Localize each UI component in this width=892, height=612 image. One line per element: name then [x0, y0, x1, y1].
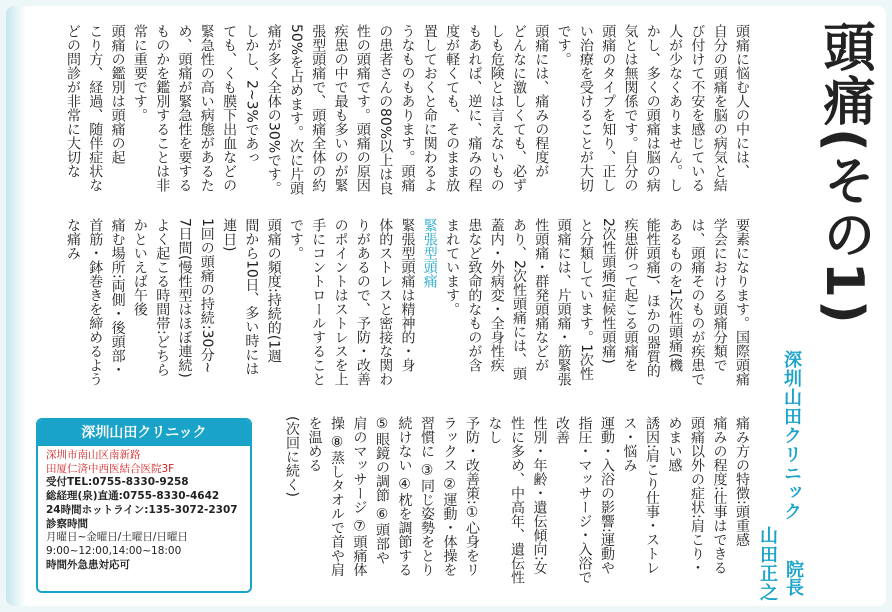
text-column: 自分の頭痛を脳の病気と結 [711, 24, 728, 192]
text-column: しかし、2~3%であっ [243, 24, 260, 165]
text-column: 頭痛の鑑別は頭痛の起 [109, 24, 126, 164]
text-column: 頭痛の頻度:持続的(1週 [265, 218, 282, 364]
text-column: め、頭痛が緊急性を要する [176, 24, 193, 192]
text-column: 学会における頭痛分類で [711, 218, 728, 372]
text-column: な痛み [65, 218, 81, 260]
text-column: 性頭痛・群発頭痛などが [533, 218, 550, 372]
info-manager-tel: 総経理(泉)直通:0755-8330-4642 [46, 490, 220, 503]
text-column: 性の頭痛です。頭痛の原因 [354, 24, 371, 192]
text-column: 気とは無関係です。自分の [622, 24, 639, 192]
clinic-info-box [36, 418, 252, 593]
text-column: 7日間(慢性型はほぼ連続) [176, 218, 193, 378]
text-column: 張型頭痛で、頭痛全体の約 [310, 24, 327, 192]
text-column: 緊急性の高い病態があるた [198, 24, 215, 192]
text-column: 性に多め、中高年、遺伝性 [509, 416, 525, 584]
text-column: 痛み方の特徴:頭重感 [734, 416, 750, 547]
text-column: 置しておくと命に関わるよ [421, 24, 438, 192]
info-hours-label: 診察時間 [46, 517, 88, 530]
text-column: こり方、経過、随伴症状な [87, 24, 104, 192]
text-column: 緊張型頭痛は精神的・身 [399, 218, 416, 372]
text-column: 緊張型頭痛 [421, 218, 438, 288]
text-column: 度が軽くても、そのまま放 [444, 24, 461, 192]
text-column: 頭痛には、痛みの程度が [533, 24, 550, 178]
text-column: 続けない ④枕を調節する [396, 416, 413, 577]
text-column: 予防・改善策:①心身をリ [464, 416, 480, 577]
text-column: まれています。 [444, 218, 461, 316]
text-column: どんなに激しくても、必ず [511, 24, 527, 192]
text-column: 頭痛には、片頭痛・筋緊張 [555, 218, 572, 386]
text-column: もあれば、逆に、痛みの程 [466, 24, 483, 192]
text-column: ても、くも膜下出血などの [221, 24, 238, 192]
info-address-line2: 田厦仁済中西医結合医院3F [46, 462, 175, 475]
text-column: 能性頭痛)、ほかの器質的 [644, 218, 661, 378]
text-column: 50%を占めます。次に片頭 [288, 24, 304, 196]
text-column: 疾患併って起こる頭痛を [622, 218, 639, 372]
text-column: (次回に続く) [284, 416, 300, 497]
text-column: ものかを鑑別することは非 [154, 24, 171, 192]
text-column: あり、2次性頭痛には、頭 [511, 218, 527, 381]
text-column: 体的ストレスと密接な関わ [377, 218, 394, 386]
text-column: 誘因:肩こり仕事・ストレ [644, 416, 660, 575]
info-emergency: 時間外急患対応可 [46, 558, 130, 571]
text-column: 蓋内・外病変・全身性疾 [488, 218, 505, 372]
text-column: ラックス ②運動・体操を [441, 416, 458, 577]
text-column: ⑤眼鏡の調節 ⑥頭部や [374, 416, 390, 565]
text-column: 間から10日、多い時には [243, 218, 260, 376]
byline-doctor: 山田正之 [757, 526, 778, 602]
decorative-band [6, 6, 26, 606]
text-column: です。 [555, 24, 572, 66]
info-days: 月曜日~金曜日/土曜日/日曜日 [46, 531, 188, 544]
text-column: しも危険とは言えないもの [488, 24, 505, 192]
text-column: 運動・入浴の影響:運動や [599, 416, 615, 575]
text-column: よく起こる時間帯:どちら [154, 218, 171, 377]
text-column: 要素になります。国際頭痛 [734, 218, 750, 386]
text-column: 頭痛以外の症状:肩こり・ [689, 416, 705, 575]
text-column: 痛む場所:両側・後頭部・ [109, 218, 126, 377]
text-column: 肩のマッサージ ⑦頭痛体 [351, 416, 368, 577]
text-column: 頭痛に悩む人の中には、 [734, 24, 750, 178]
text-column: 指圧・マッサージ・入浴で [576, 416, 593, 584]
text-column: 痛が多く全体の30%です。 [265, 24, 282, 196]
text-column: かといえば午後 [131, 218, 148, 316]
text-column: なし [486, 416, 503, 444]
text-column: のポイントはストレスを上 [332, 218, 349, 386]
text-column: の患者さんの80%以上は良 [377, 24, 394, 196]
text-column: あるものを1次性頭痛(機 [667, 218, 684, 373]
byline-role: 院長 [783, 560, 804, 596]
info-header: 深圳山田クリニック [38, 420, 250, 446]
info-hotline: 24時間ホットライン:135-3072-2307 [46, 503, 238, 516]
text-column: ス・悩み [621, 416, 638, 472]
info-reception-tel: 受付TEL:0755-8330-9258 [46, 476, 189, 489]
article-frame [6, 6, 886, 606]
text-column: 痛みの程度:仕事はできる [711, 416, 728, 575]
text-column: 頭痛のタイプを知り、正し [600, 24, 617, 192]
text-column: です。 [288, 218, 304, 260]
text-column: 連日) [221, 218, 238, 252]
byline-clinic: 深圳山田クリニック [781, 350, 802, 521]
text-column: うなものもあります。頭痛 [399, 24, 416, 192]
text-column: 2次性頭痛(症候性頭痛) [600, 218, 617, 364]
text-column: 疾患の中で最も多いのが緊 [332, 24, 349, 192]
text-column: 改善 [554, 416, 570, 444]
text-column: び付けて不安を感じている [689, 24, 706, 192]
text-column: りがあるので、予防・改善 [354, 218, 371, 386]
text-column: を温める [306, 416, 323, 472]
text-column: は、頭痛そのものが疾患で [689, 218, 706, 386]
text-column: 1回の頭痛の持続:30分~ [198, 218, 215, 374]
text-column: 首筋・鉢巻きを締めるよう [87, 218, 104, 386]
text-column: 操 ⑧蒸しタオルで首や肩 [329, 416, 345, 577]
article-title: 頭痛(その1) [814, 20, 874, 326]
info-body [38, 446, 250, 575]
text-column: と分類しています。1次性 [577, 218, 594, 381]
text-column: 人が少なくありません。し [667, 24, 684, 192]
info-times: 9:00~12:00,14:00~18:00 [46, 544, 182, 557]
text-column: 患など致命的なものが含 [466, 218, 483, 372]
text-column: 習慣に ③同じ姿勢をとり [419, 416, 435, 577]
text-column: 性別・年齢・遺伝傾向:女 [531, 416, 548, 575]
info-address-line1: 深圳市南山区南新路 [46, 449, 141, 461]
text-column: 常に重要です。 [131, 24, 148, 122]
text-column: めまい感 [666, 416, 683, 472]
text-column: い治療を受けることが大切 [577, 24, 594, 192]
text-column: どの問診が非常に大切な [65, 24, 81, 178]
text-column: 手にコントロールすること [310, 218, 327, 386]
text-column: かし、多くの頭痛は脳の病 [644, 24, 661, 192]
